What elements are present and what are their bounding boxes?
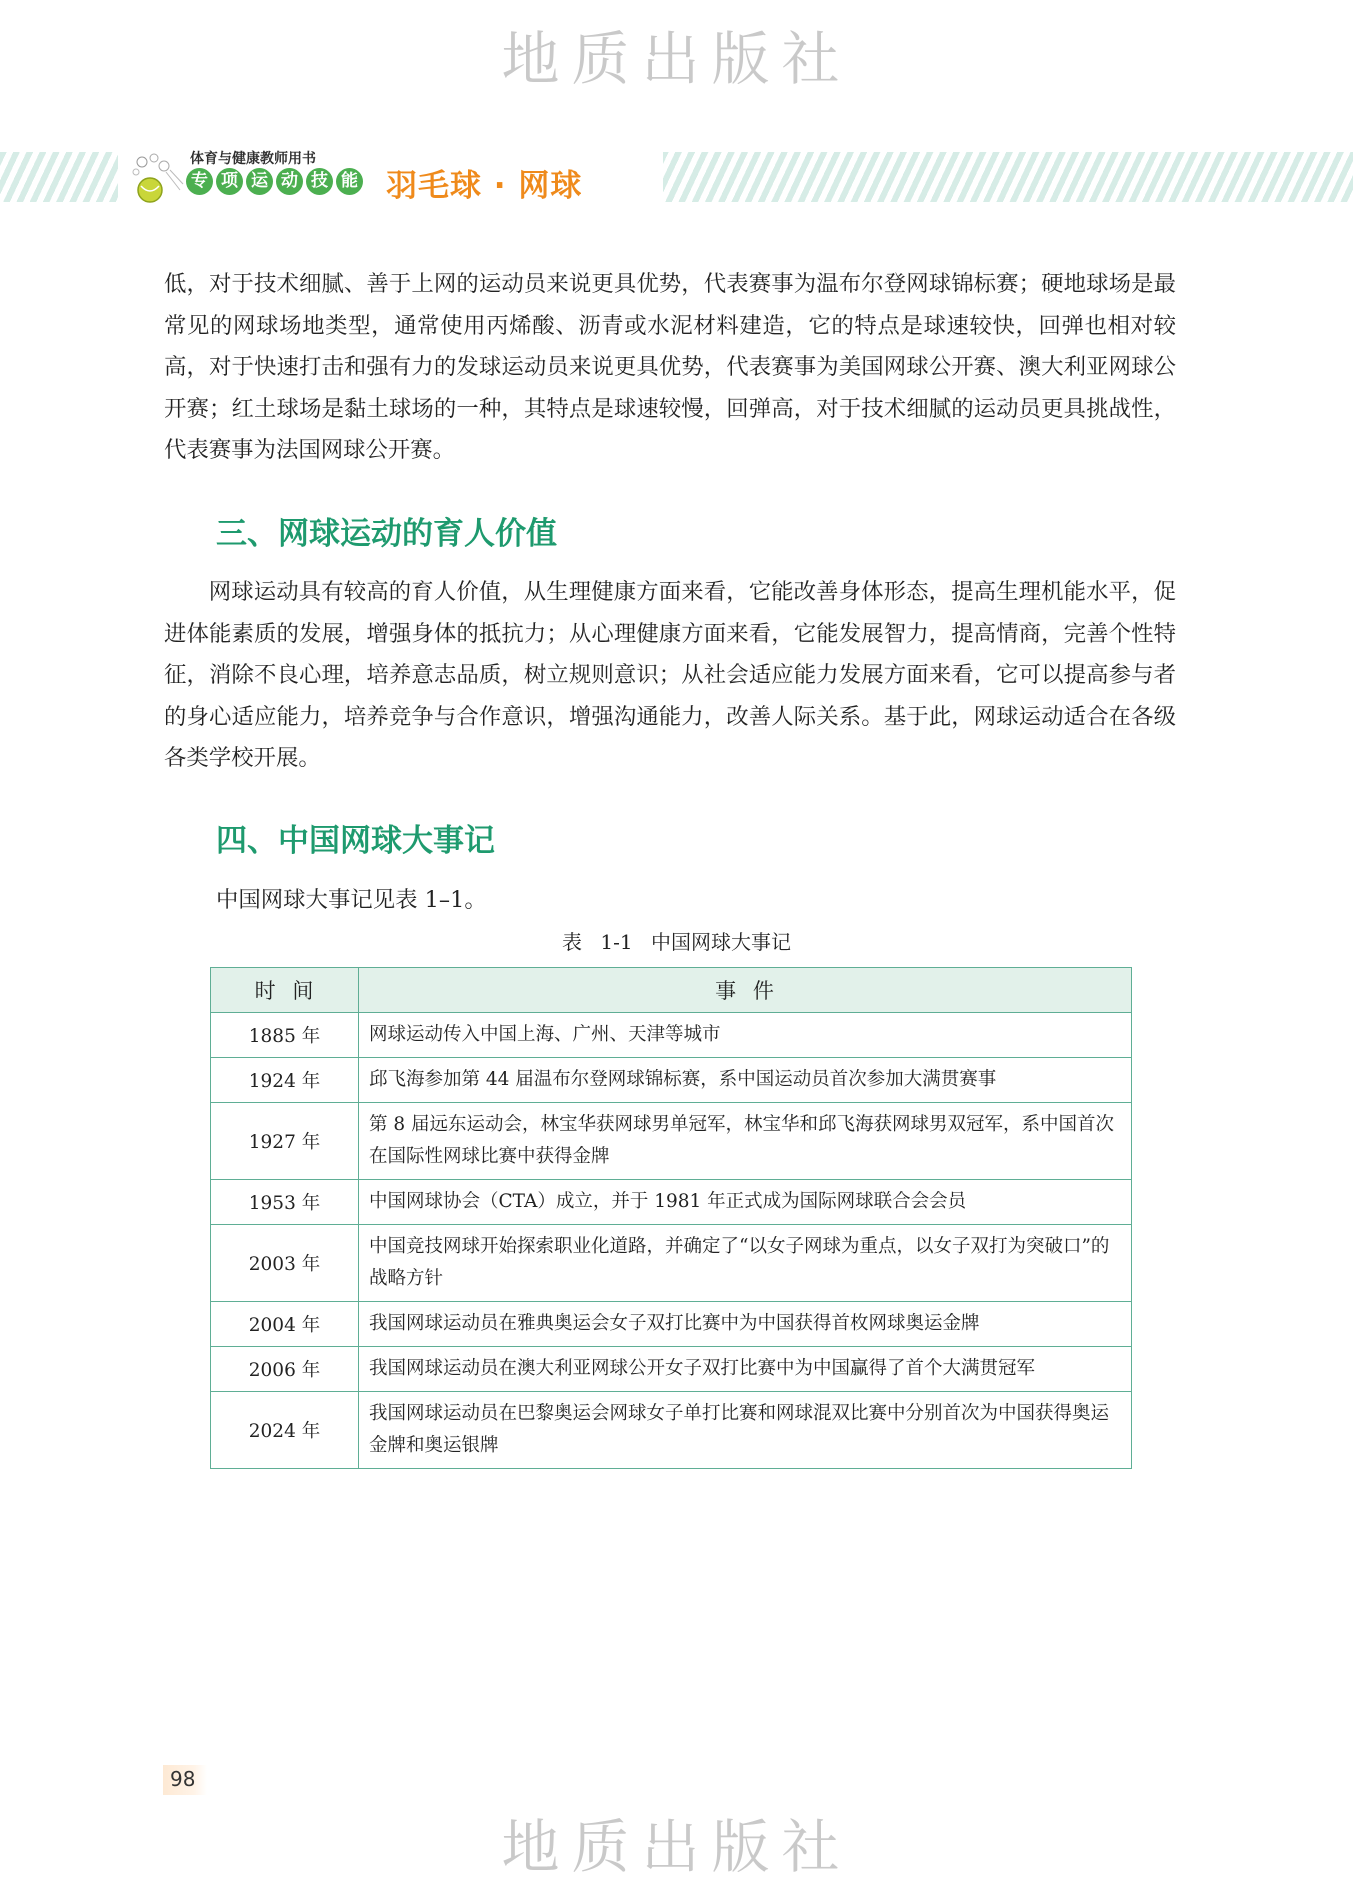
series-subtitle: 体育与健康教师用书: [190, 151, 316, 167]
event-cell: 我国网球运动员在雅典奥运会女子双打比赛中为中国获得首枚网球奥运金牌: [359, 1302, 1132, 1347]
series-title-char: 技: [306, 168, 333, 195]
event-cell: 中国网球协会（CTA）成立，并于 1981 年正式成为国际网球联合会会员: [359, 1180, 1132, 1225]
year-cell: 1885 年: [211, 1013, 359, 1058]
event-cell: 中国竞技网球开始探索职业化道路，并确定了“以女子网球为重点，以女子双打为突破口”的战略方针: [359, 1225, 1132, 1302]
series-title-char: 项: [216, 168, 243, 195]
event-cell: 第 8 届远东运动会，林宝华获网球男单冠军，林宝华和邱飞海获网球男双冠军，系中国首次在国际性网球比赛中获得金牌: [359, 1103, 1132, 1180]
series-title-pills: [186, 168, 363, 195]
series-title-char: 动: [276, 168, 303, 195]
year-cell: 1953 年: [211, 1180, 359, 1225]
year-cell: 2003 年: [211, 1225, 359, 1302]
section-heading-educational-value: 三、网球运动的育人价值: [216, 516, 557, 552]
table-row: [211, 1058, 1132, 1103]
section-heading-chronicle: 四、中国网球大事记: [216, 823, 495, 859]
page-number: 98: [170, 1767, 196, 1791]
table-row: [211, 1103, 1132, 1180]
table-row: [211, 1225, 1132, 1302]
year-cell: 2006 年: [211, 1347, 359, 1392]
shuttlecock-ball-logo-icon: [128, 150, 188, 206]
body-paragraph-court-types: 低，对于技术细腻、善于上网的运动员来说更具优势，代表赛事为温布尔登网球锦标赛；硬地球场是最常见的网球场地类型，通常使用丙烯酸、沥青或水泥材料建造，它的特点是球速较快，回弹也相对较高，对于快速打击和强有力的发球运动员来说更具优势，代表赛事为美国网球公开赛、澳大利亚网球公开赛；红土球场是黏土球场的一种，其特点是球速较慢，回弹高，对于技术细腻的运动员更具挑战性，代表赛事为法国网球公开赛。: [164, 271, 1176, 463]
event-cell: 邱飞海参加第 44 届温布尔登网球锦标赛，系中国运动员首次参加大满贯赛事: [359, 1058, 1132, 1103]
table-row: [211, 1013, 1132, 1058]
table-row: [211, 1180, 1132, 1225]
column-header-event: 事件: [359, 968, 1132, 1013]
body-paragraph-educational-value: 网球运动具有较高的育人价值，从生理健康方面来看，它能改善身体形态，提高生理机能水平，促进体能素质的发展，增强身体的抵抗力；从心理健康方面来看，它能发展智力，提高情商，完善个性特征，消除不良心理，培养意志品质，树立规则意识；从社会适应能力发展方面来看，它可以提高参与者的身心适应能力，培养竞争与合作意识，增强沟通能力，改善人际关系。基于此，网球运动适合在各级各类学校开展。: [164, 579, 1176, 771]
table-row: [211, 1392, 1132, 1469]
publisher-watermark-top: 地质出版社: [501, 25, 852, 93]
year-cell: 1924 年: [211, 1058, 359, 1103]
table-row: [211, 1302, 1132, 1347]
table-header-row: [211, 968, 1132, 1013]
book-subject-title: 羽毛球 · 网球: [386, 168, 583, 204]
table-row: [211, 1347, 1132, 1392]
series-title-char: 运: [246, 168, 273, 195]
year-cell: 2024 年: [211, 1392, 359, 1469]
event-cell: 网球运动传入中国上海、广州、天津等城市: [359, 1013, 1132, 1058]
series-title-char: 能: [336, 168, 363, 195]
table-caption: 表 1-1 中国网球大事记: [562, 930, 791, 954]
series-title-char: 专: [186, 168, 213, 195]
table-intro-text: 中国网球大事记见表 1–1。: [216, 887, 487, 913]
event-cell: 我国网球运动员在澳大利亚网球公开女子双打比赛中为中国赢得了首个大满贯冠军: [359, 1347, 1132, 1392]
chronicle-table: [210, 967, 1132, 1469]
year-cell: 1927 年: [211, 1103, 359, 1180]
column-header-time: 时间: [211, 968, 359, 1013]
year-cell: 2004 年: [211, 1302, 359, 1347]
publisher-watermark-bottom: 地质出版社: [501, 1813, 852, 1881]
event-cell: 我国网球运动员在巴黎奥运会网球女子单打比赛和网球混双比赛中分别首次为中国获得奥运金牌和奥运银牌: [359, 1392, 1132, 1469]
